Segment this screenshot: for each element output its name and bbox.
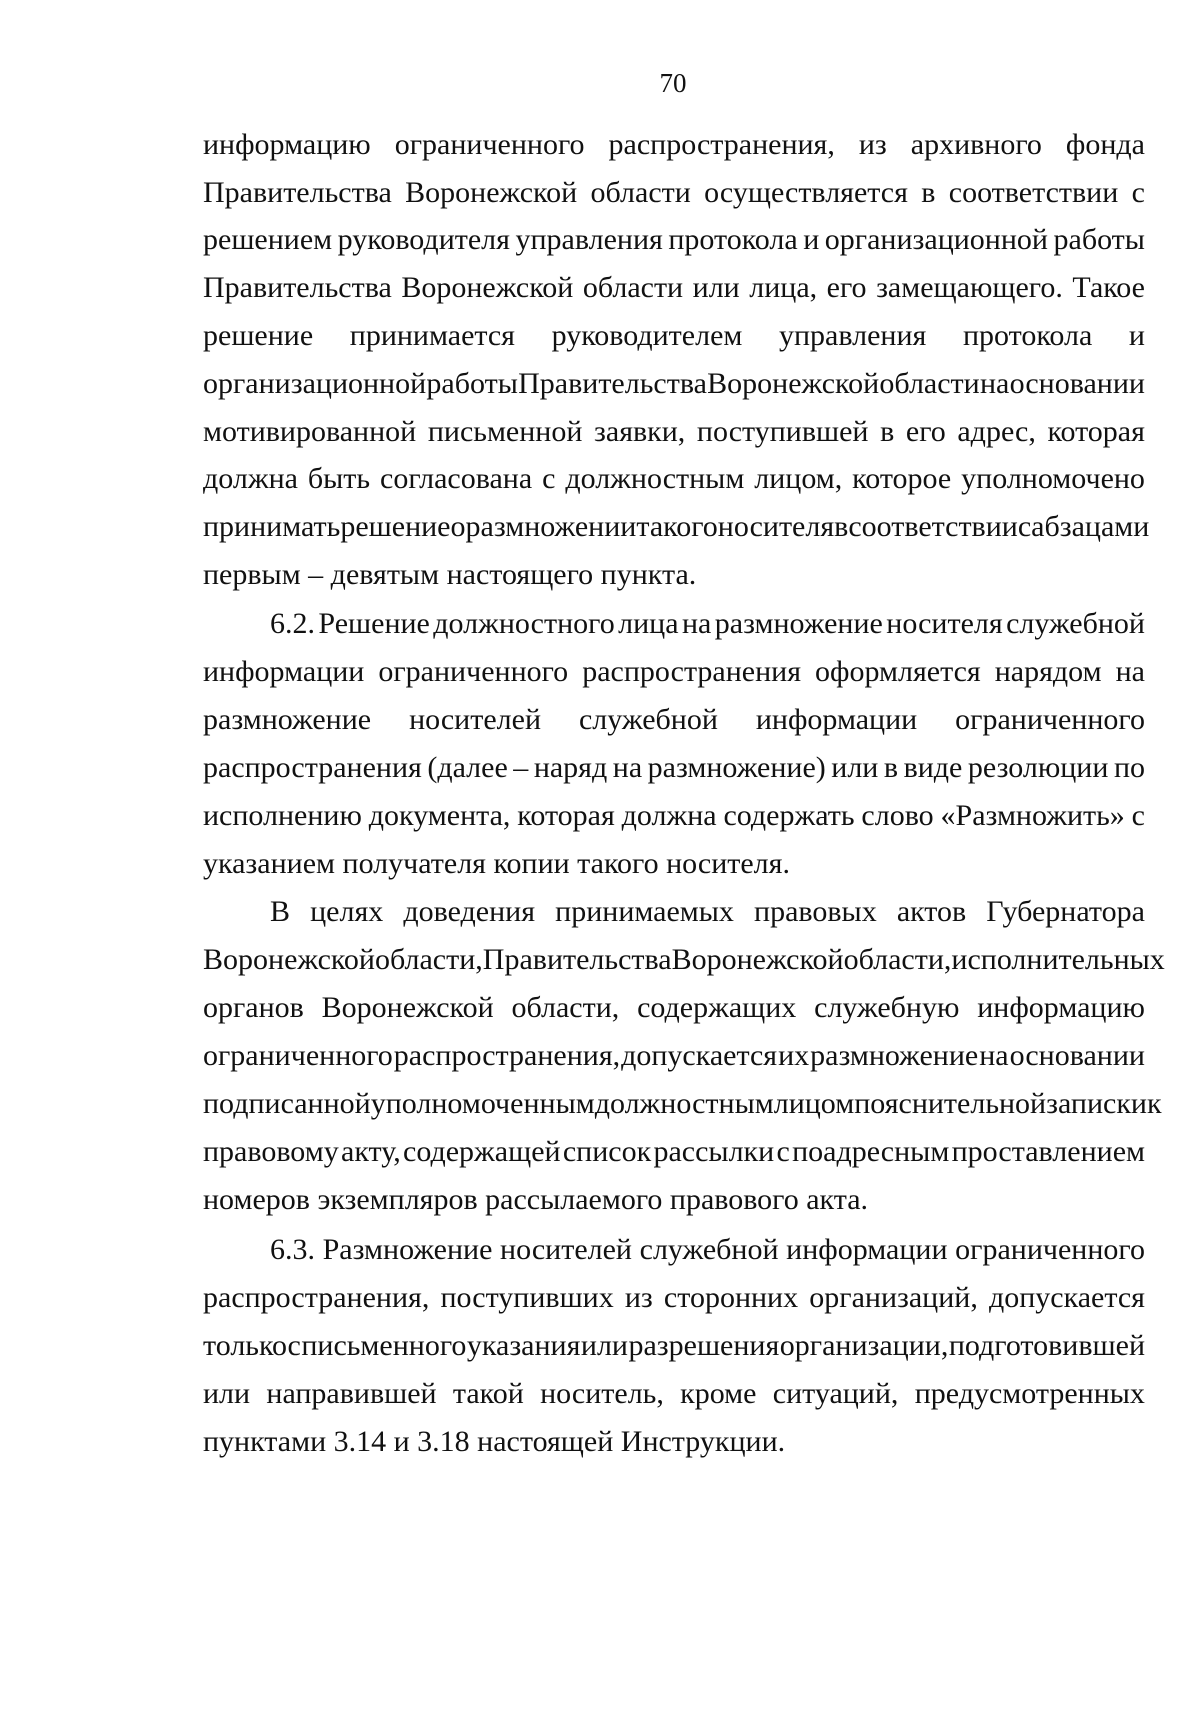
- text-line: пунктами 3.14 и 3.18 настоящей Инструкции.: [203, 1425, 786, 1458]
- text-line: В целях доведения принимаемых правовых актов Губернатора: [270, 895, 1145, 928]
- text-line: размножение носителей служебной информации ограниченного: [203, 703, 1145, 736]
- text-line: организационной работы Правительства Воронежской области на основании: [203, 367, 1145, 400]
- text-line: ограниченного распространения, допускается их размножение на основании: [203, 1039, 1145, 1072]
- text-line: принимать решение о размножении такого носителя в соответствии с абзацами: [203, 510, 1150, 543]
- text-line: решением руководителя управления протокола и организационной работы: [203, 223, 1145, 256]
- text-line: или направившей такой носитель, кроме ситуаций, предусмотренных: [203, 1377, 1145, 1410]
- page-number: 70: [659, 68, 687, 98]
- text-line: информацию ограниченного распространения, из архивного фонда: [203, 128, 1145, 161]
- text-line: указанием получателя копии такого носителя.: [203, 847, 790, 880]
- text-line: исполнению документа, которая должна содержать слово «Размножить» с: [203, 799, 1145, 832]
- text-line: распространения, поступивших из сторонних организаций, допускается: [203, 1281, 1145, 1314]
- text-line: правовому акту, содержащей список рассылки с поадресным проставлением: [203, 1135, 1145, 1168]
- text-line: должна быть согласована с должностным лицом, которое уполномочено: [203, 462, 1145, 495]
- text-line: Правительства Воронежской области осуществляется в соответствии с: [203, 176, 1145, 209]
- text-line: Правительства Воронежской области или лица, его замещающего. Такое: [203, 271, 1145, 304]
- text-line: только с письменного указания или разрешения организации, подготовившей: [203, 1329, 1145, 1362]
- text-line: Воронежской области, Правительства Воронежской области, исполнительных: [203, 943, 1165, 976]
- text-line: органов Воронежской области, содержащих служебную информацию: [203, 991, 1145, 1024]
- text-line: номеров экземпляров рассылаемого правового акта.: [203, 1183, 869, 1216]
- text-line: первым – девятым настоящего пункта.: [203, 558, 697, 591]
- text-line: 6.3. Размножение носителей служебной информации ограниченного: [270, 1233, 1145, 1266]
- text-line: 6.2. Решение должностного лица на размножение носителя служебной: [270, 607, 1145, 640]
- text-line: решение принимается руководителем управления протокола и: [203, 319, 1145, 352]
- text-line: мотивированной письменной заявки, поступившей в его адрес, которая: [203, 415, 1145, 448]
- text-line: подписанной уполномоченным должностным лицом пояснительной записки к: [203, 1087, 1162, 1120]
- text-line: распространения (далее – наряд на размножение) или в виде резолюции по: [203, 751, 1145, 784]
- text-line: информации ограниченного распространения оформляется нарядом на: [203, 655, 1145, 688]
